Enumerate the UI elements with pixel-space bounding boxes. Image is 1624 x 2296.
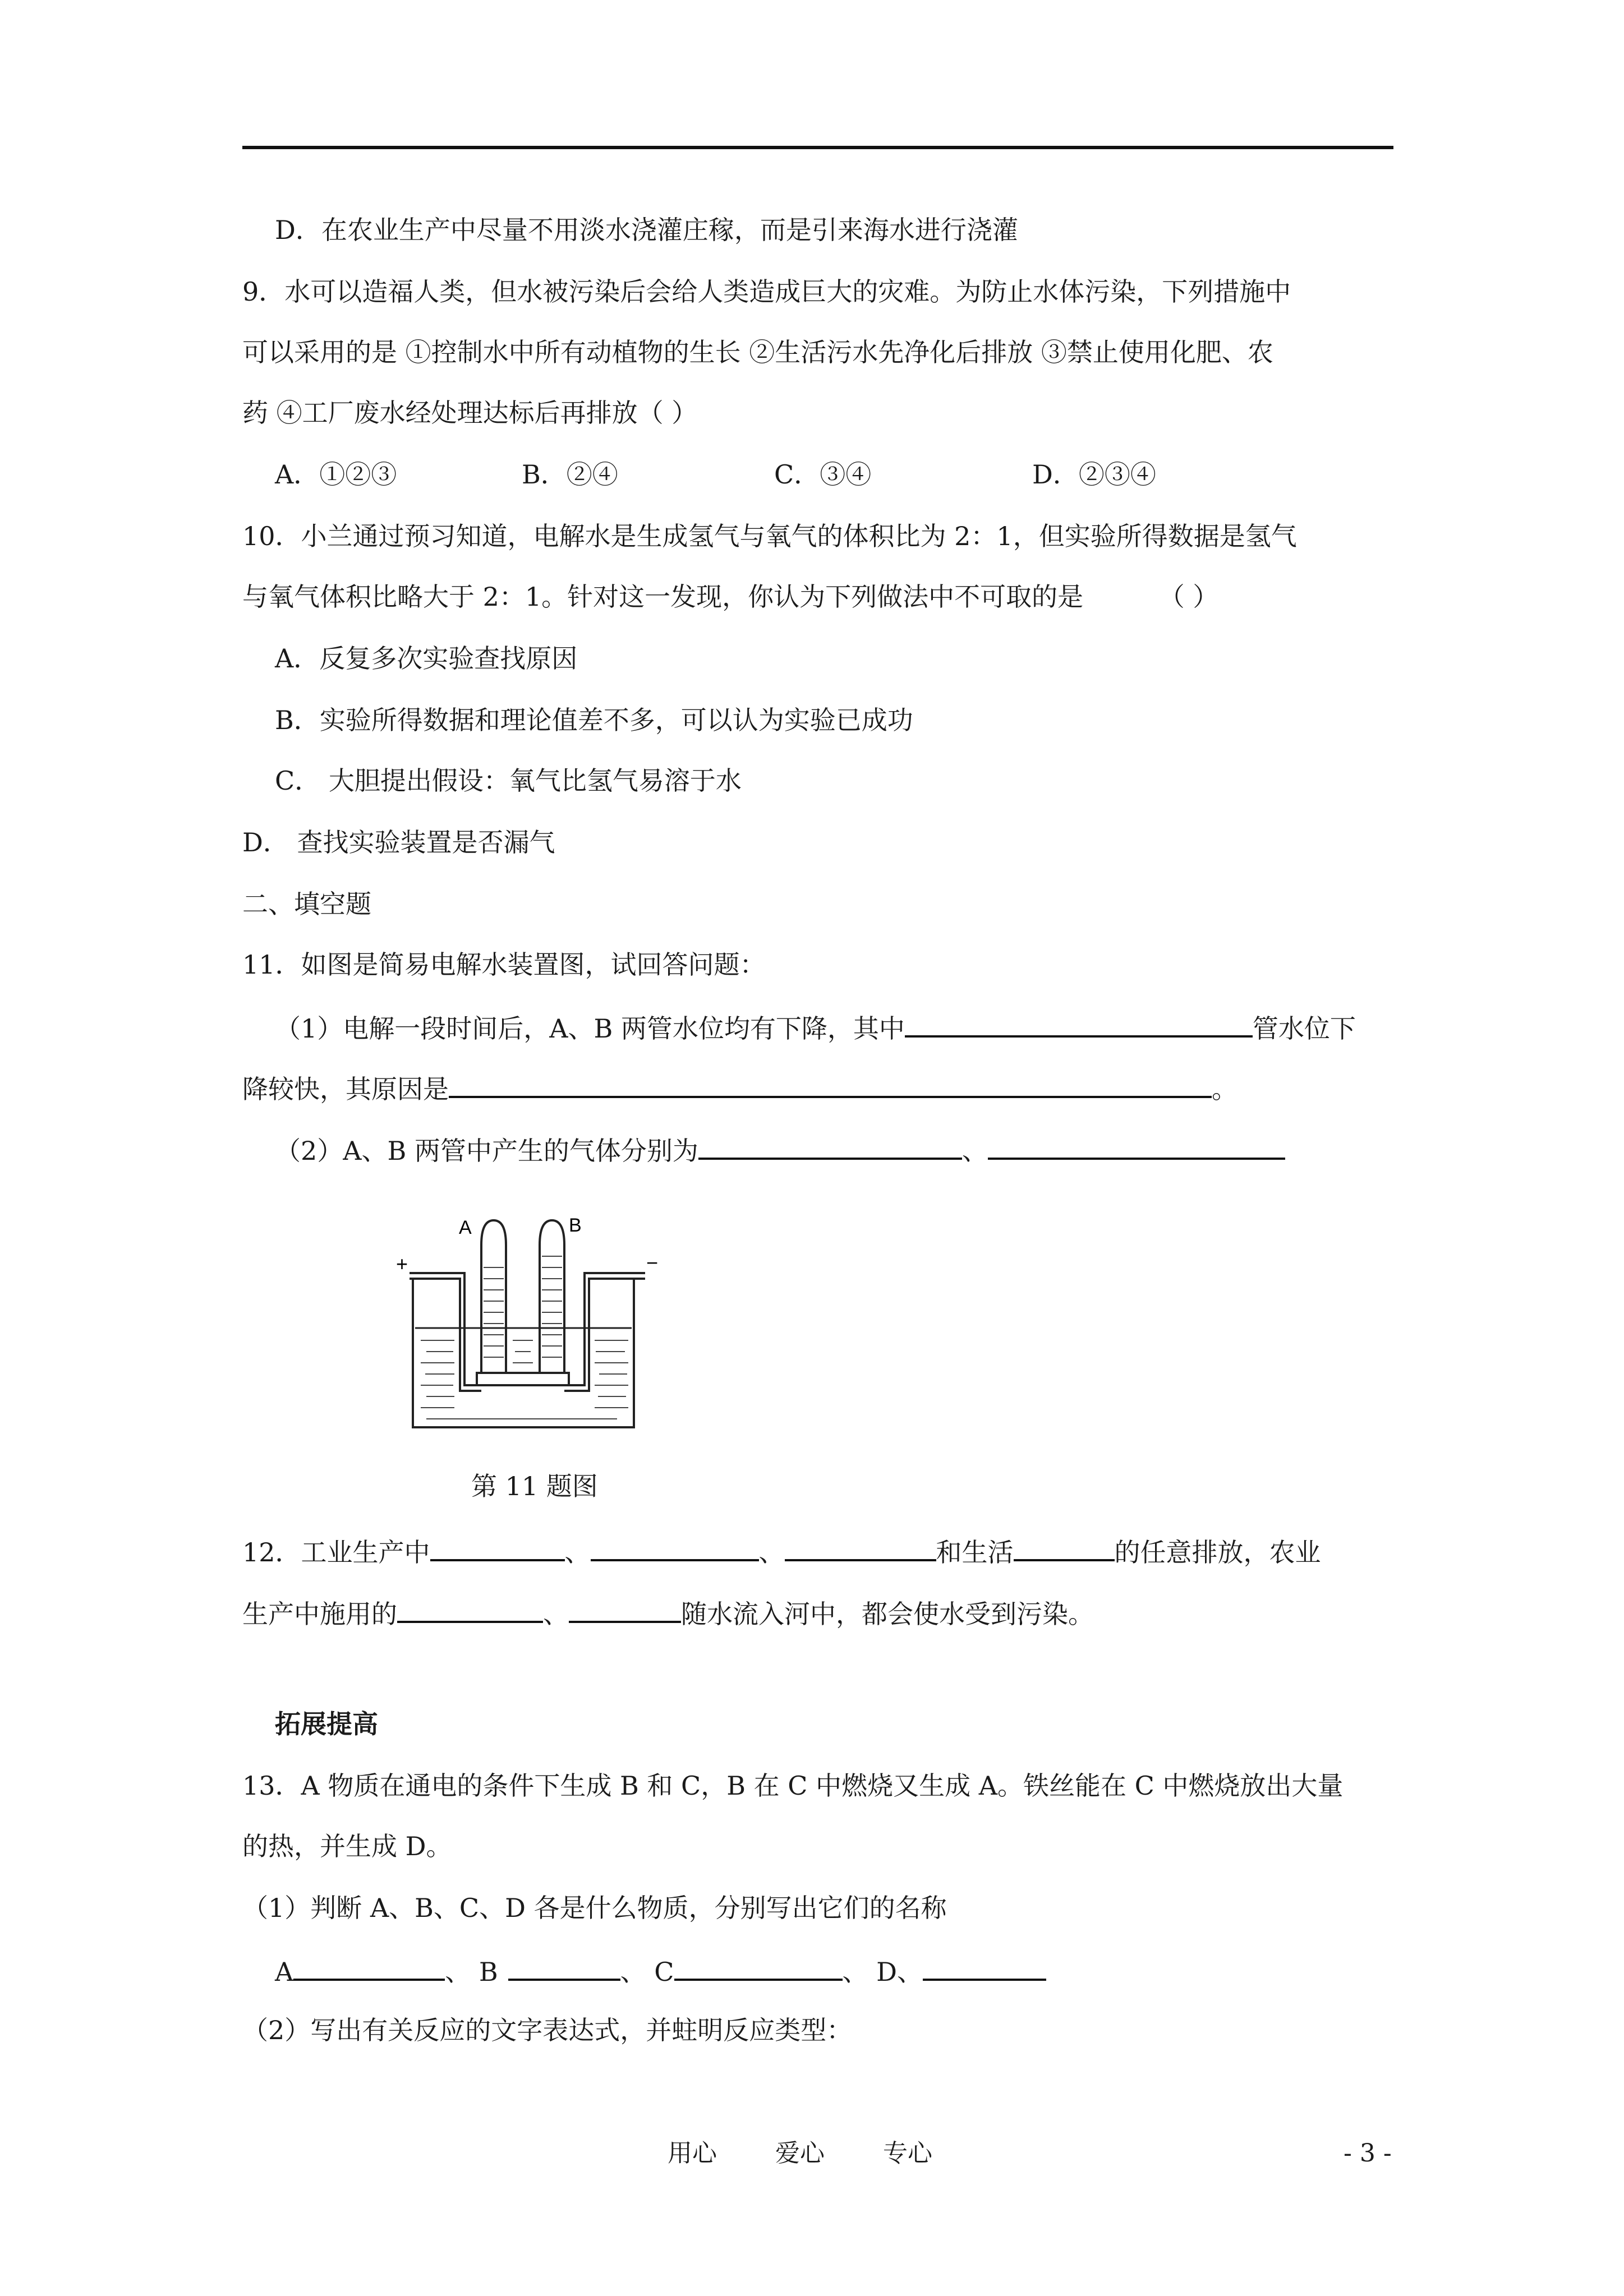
header-rule	[242, 146, 1393, 149]
q13-label-a: A	[275, 1957, 294, 1987]
q10-option-d: D． 查找实验装置是否漏气	[242, 827, 555, 857]
q8-option-d: D．在农业生产中尽量不用淡水浇灌庄稼，而是引来海水进行浇灌	[275, 215, 1018, 245]
q13-part1: （1）判断 A、B、C、D 各是什么物质，分别写出它们的名称	[242, 1893, 947, 1923]
q11-stem: 11．如图是简易电解水装置图，试回答问题：	[242, 949, 766, 980]
q12-sep-2: 、	[758, 1537, 785, 1567]
q11-part2-text: （2）A、B 两管中产生的气体分别为	[275, 1136, 698, 1166]
q10-option-a: A．反复多次实验查找原因	[275, 643, 578, 674]
q11-blank-reason[interactable]	[449, 1070, 1212, 1098]
q9-option-c: C．③④	[774, 459, 872, 490]
q13-blanks-row	[275, 1953, 1046, 1989]
q10-answer-paren: （ ）	[1158, 582, 1219, 612]
q9-options	[275, 458, 1156, 491]
q12-text-g: 随水流入河中，都会使水受到污染。	[681, 1599, 1094, 1629]
q12-blank-2[interactable]	[591, 1533, 759, 1561]
q11-part1-text: （1）电解一段时间后，A、B 两管水位均有下降，其中	[275, 1013, 905, 1044]
q12-text-e: 的任意排放，农业	[1114, 1537, 1321, 1567]
q11-blank-gas-a[interactable]	[698, 1132, 962, 1160]
fig-label-b: B	[569, 1215, 582, 1236]
q13-stem-line2: 的热，并生成 D。	[242, 1831, 452, 1861]
q11-period: 。	[1212, 1074, 1237, 1104]
q13-blank-c[interactable]	[674, 1953, 843, 1981]
fig-minus-terminal: −	[646, 1251, 659, 1274]
q12-text-a: 12．工业生产中	[242, 1537, 430, 1567]
electrolysis-apparatus-diagram	[393, 1200, 662, 1447]
q12-line1	[242, 1533, 1321, 1569]
q13-label-b: 、 B	[445, 1957, 498, 1987]
footer-motto: 用心 爱心 专心	[668, 2139, 932, 2168]
q11-part1-line1	[275, 1009, 1356, 1045]
q11-blank-tube[interactable]	[905, 1009, 1253, 1038]
q10-stem-line2	[242, 580, 1218, 614]
q11-part1-line2	[242, 1070, 1237, 1106]
q12-blank-5[interactable]	[397, 1595, 543, 1623]
q11-part1-text2: 管水位下	[1252, 1013, 1356, 1044]
q13-stem-line1: 13．A 物质在通电的条件下生成 B 和 C，B 在 C 中燃烧又生成 A。铁丝能在 C 中燃烧放出大量	[242, 1771, 1344, 1801]
figure-caption: 第 11 题图	[471, 1471, 598, 1501]
q12-text-d: 和生活	[936, 1537, 1014, 1567]
q9-stem-line1: 9．水可以造福人类，但水被污染后会给人类造成巨大的灾难。为防止水体污染，下列措施中	[242, 276, 1291, 307]
q11-part2	[275, 1132, 1285, 1168]
page-number: - 3 -	[1344, 2139, 1392, 2168]
q12-line2	[242, 1595, 1094, 1631]
q12-blank-1[interactable]	[430, 1533, 565, 1561]
q12-blank-4[interactable]	[1014, 1533, 1115, 1561]
section-heading-extension: 拓展提高	[275, 1709, 378, 1739]
q13-blank-b[interactable]	[508, 1953, 620, 1981]
q9-option-a: A．①②③	[275, 459, 397, 490]
q13-blank-a[interactable]	[293, 1953, 445, 1981]
fig-label-a: A	[459, 1217, 472, 1238]
q10-option-b: B．实验所得数据和理论值差不多，可以认为实验已成功	[275, 705, 913, 735]
q10-stem-text: 与氧气体积比略大于 2：1。针对这一发现，你认为下列做法中不可取的是	[242, 582, 1084, 612]
q12-sep-1: 、	[564, 1537, 591, 1567]
q13-blank-d[interactable]	[923, 1953, 1046, 1981]
q9-stem-line2: 可以采用的是 ①控制水中所有动植物的生长 ②生活污水先净化后排放 ③禁止使用化肥、农	[242, 337, 1273, 367]
q10-stem-line1: 10．小兰通过预习知道，电解水是生成氢气与氧气的体积比为 2：1，但实验所得数据是氢气	[242, 521, 1297, 551]
section-heading-fill-blank: 二、填空题	[242, 889, 371, 919]
q12-blank-6[interactable]	[569, 1595, 681, 1623]
q9-option-d: D．②③④	[1032, 459, 1156, 490]
q13-label-d: 、 D、	[842, 1957, 923, 1987]
q12-text-f: 生产中施用的	[242, 1599, 397, 1629]
q13-label-c: 、 C	[620, 1957, 674, 1987]
q11-reason-label: 降较快，其原因是	[242, 1074, 449, 1104]
q12-sep-3: 、	[543, 1599, 569, 1629]
q11-blank-gas-b[interactable]	[988, 1132, 1285, 1160]
q11-sep: 、	[961, 1136, 988, 1166]
q10-option-c: C． 大胆提出假设：氧气比氢气易溶于水	[275, 766, 742, 796]
q9-stem-line3: 药 ④工厂废水经处理达标后再排放（ ）	[242, 398, 698, 428]
q12-blank-3[interactable]	[785, 1533, 936, 1561]
q13-part2: （2）写出有关反应的文字表达式，并蛀明反应类型：	[242, 2015, 853, 2045]
q9-option-b: B．②④	[522, 459, 618, 490]
fig-plus-terminal: +	[396, 1252, 408, 1275]
